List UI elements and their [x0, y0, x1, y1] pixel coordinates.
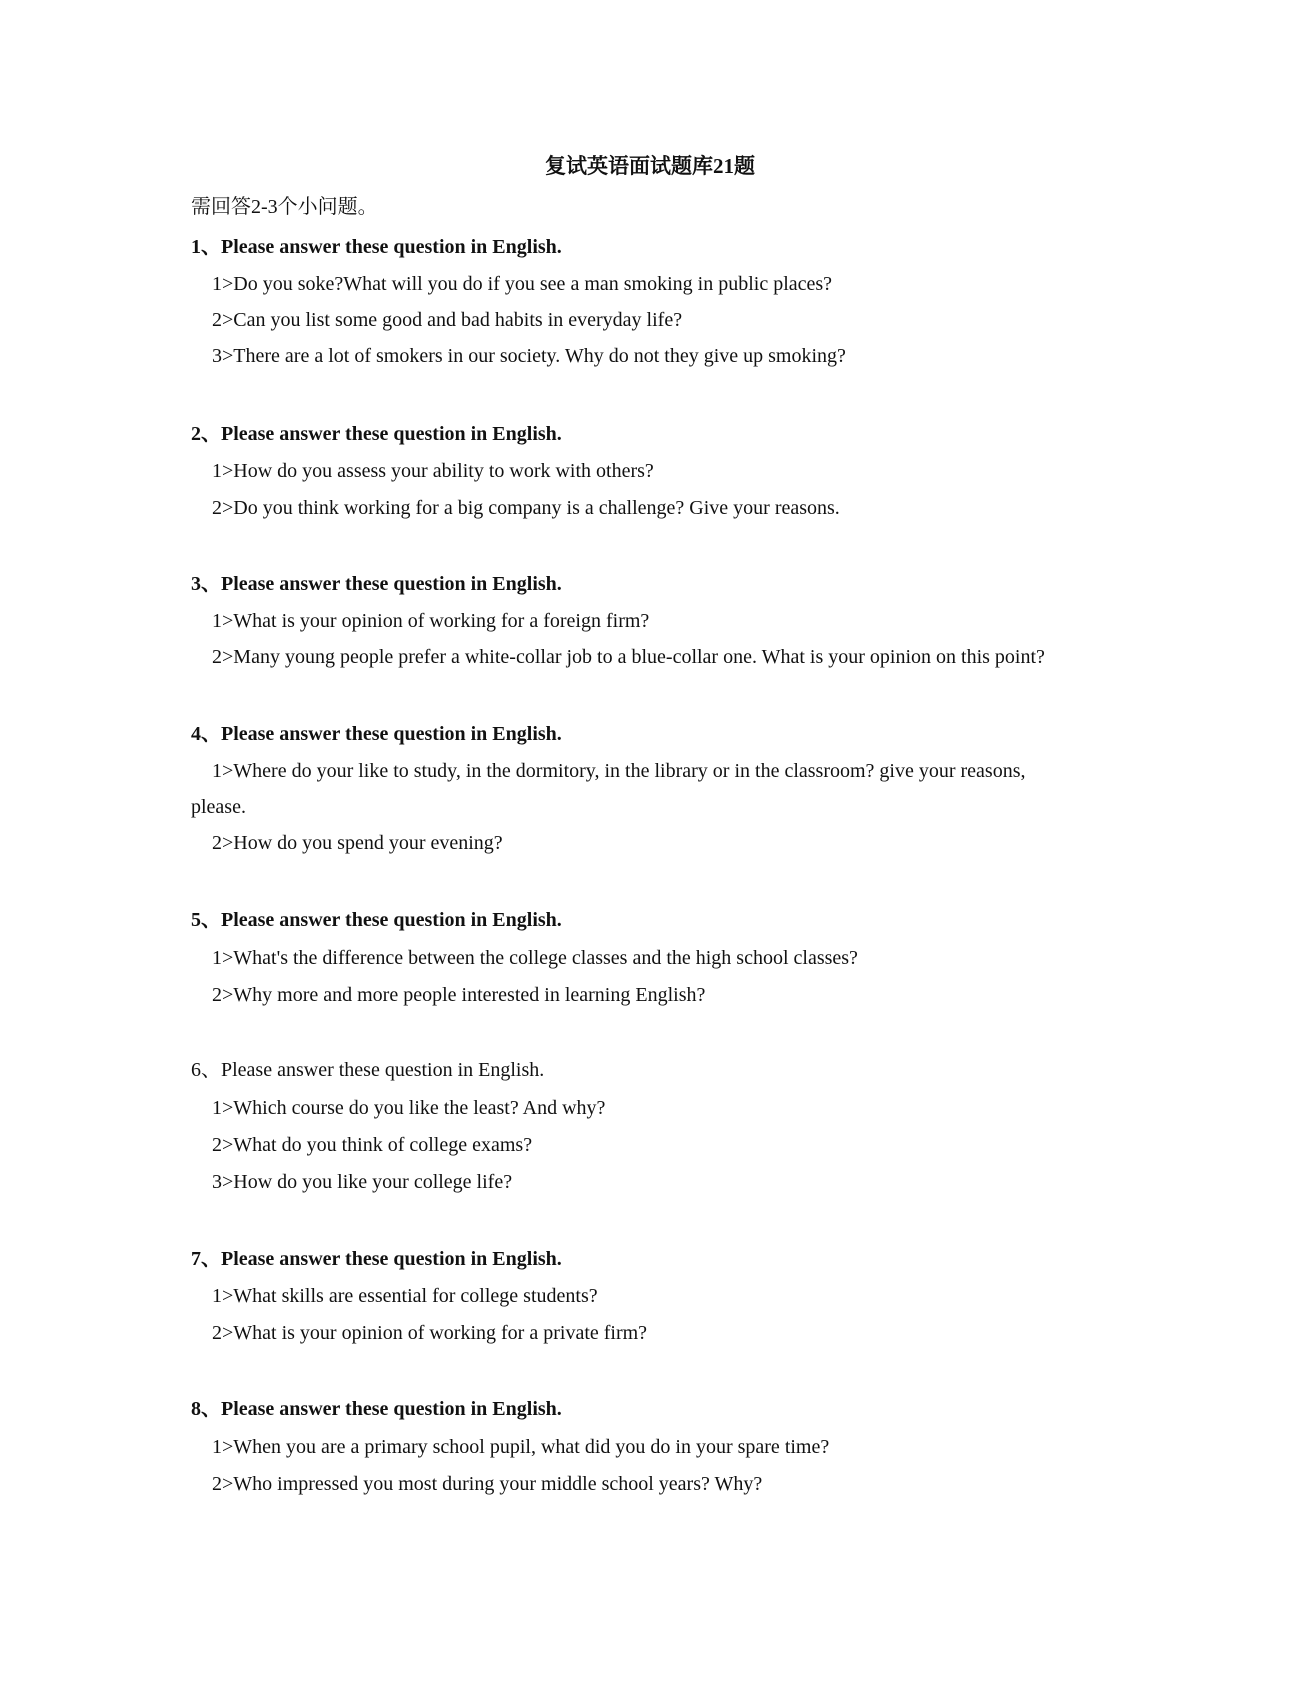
question-4-item-1: 1>Where do your like to study, in the dormitory, in the library or in the classroom? give your reasons,: [212, 760, 1026, 782]
question-6-heading: 6、Please answer these question in English.: [191, 1059, 545, 1081]
question-6-item-3: 3>How do you like your college life?: [212, 1171, 513, 1193]
question-2-item-2: 2>Do you think working for a big company is a challenge? Give your reasons.: [212, 497, 840, 519]
question-2-heading: 2、Please answer these question in English.: [191, 423, 562, 445]
question-2-item-1: 1>How do you assess your ability to work with others?: [212, 460, 654, 482]
question-4-item-1-continued: please.: [191, 796, 246, 818]
question-3-heading: 3、Please answer these question in English.: [191, 573, 562, 595]
question-6-item-2: 2>What do you think of college exams?: [212, 1134, 533, 1156]
question-1-item-3: 3>There are a lot of smokers in our society. Why do not they give up smoking?: [212, 345, 846, 367]
question-3-item-2: 2>Many young people prefer a white-collar job to a blue-collar one. What is your opinion on this point?: [212, 646, 1045, 668]
intro-text: 需回答2-3个小问题。: [191, 196, 378, 218]
question-7-item-2: 2>What is your opinion of working for a private firm?: [212, 1322, 648, 1344]
question-8-item-2: 2>Who impressed you most during your middle school years? Why?: [212, 1473, 763, 1495]
question-4-item-2: 2>How do you spend your evening?: [212, 832, 503, 854]
question-1-heading: 1、Please answer these question in English.: [191, 236, 562, 258]
question-3-item-1: 1>What is your opinion of working for a foreign firm?: [212, 610, 650, 632]
question-6-item-1: 1>Which course do you like the least? And why?: [212, 1097, 606, 1119]
question-1-item-1: 1>Do you soke?What will you do if you see a man smoking in public places?: [212, 273, 833, 295]
question-5-item-1: 1>What's the difference between the college classes and the high school classes?: [212, 947, 858, 969]
question-5-heading: 5、Please answer these question in English.: [191, 909, 562, 931]
document-title: 复试英语面试题库21题: [545, 154, 755, 178]
question-7-item-1: 1>What skills are essential for college students?: [212, 1285, 598, 1307]
question-7-heading: 7、Please answer these question in English.: [191, 1248, 562, 1270]
question-8-item-1: 1>When you are a primary school pupil, what did you do in your spare time?: [212, 1436, 830, 1458]
question-4-heading: 4、Please answer these question in English.: [191, 723, 562, 745]
question-5-item-2: 2>Why more and more people interested in learning English?: [212, 984, 706, 1006]
question-1-item-2: 2>Can you list some good and bad habits in everyday life?: [212, 309, 683, 331]
question-8-heading: 8、Please answer these question in English.: [191, 1398, 562, 1420]
